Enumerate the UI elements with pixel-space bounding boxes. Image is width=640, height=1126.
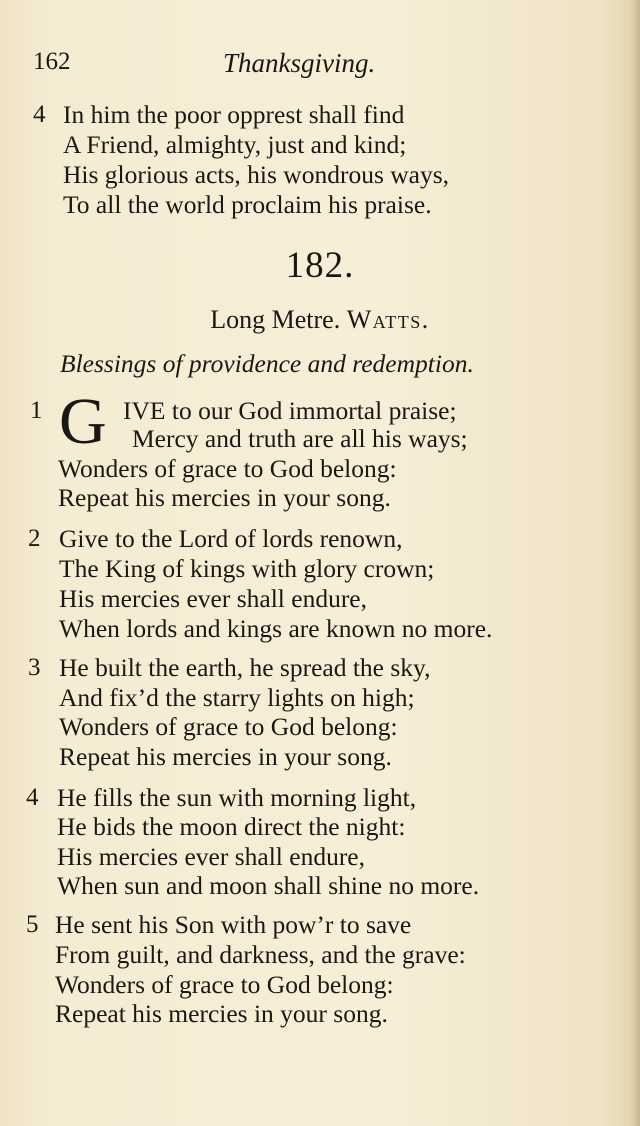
stanza-number: 4 bbox=[26, 784, 39, 811]
verse-line: Mercy and truth are all his ways; bbox=[132, 424, 468, 453]
verse-line: To all the world proclaim his praise. bbox=[63, 190, 432, 219]
verse-line: He fills the sun with morning light, bbox=[57, 783, 417, 812]
hymn-meter: Long Metre. bbox=[210, 305, 341, 334]
verse-line: Give to the Lord of lords renown, bbox=[59, 524, 403, 553]
verse-line: When sun and moon shall shine no more. bbox=[57, 871, 480, 900]
verse-line: His mercies ever shall endure, bbox=[59, 584, 368, 613]
verse-line: Repeat his mercies in your song. bbox=[55, 999, 388, 1028]
verse-line: His mercies ever shall endure, bbox=[57, 842, 366, 871]
verse-line: He sent his Son with pow’r to save bbox=[55, 910, 412, 939]
verse-line: Wonders of grace to God belong: bbox=[59, 712, 398, 741]
page-edge-shadow bbox=[630, 0, 640, 1126]
stanza-number: 2 bbox=[28, 525, 41, 552]
verse-line: Wonders of grace to God belong: bbox=[55, 970, 394, 999]
verse-line: He built the earth, he spread the sky, bbox=[59, 653, 431, 682]
hymn-number: 182. bbox=[285, 245, 355, 286]
hymn-subject: Blessings of providence and redemption. bbox=[60, 349, 474, 378]
page-number: 162 bbox=[33, 48, 71, 75]
page-header bbox=[33, 48, 403, 80]
verse-line: And fix’d the starry lights on high; bbox=[59, 683, 415, 712]
hymn-meter-line bbox=[0, 305, 640, 335]
running-head: Thanksgiving. bbox=[223, 48, 376, 78]
verse-line: Repeat his mercies in your song. bbox=[58, 483, 391, 512]
drop-cap: G bbox=[59, 385, 107, 458]
hymn-author: Watts. bbox=[346, 305, 430, 334]
verse-line: A Friend, almighty, just and kind; bbox=[63, 130, 407, 159]
stanza-number: 5 bbox=[26, 911, 39, 938]
stanza-number: 1 bbox=[30, 397, 43, 424]
verse-line: IVE to our God immortal praise; bbox=[123, 396, 457, 425]
verse-line: From guilt, and darkness, and the grave: bbox=[55, 940, 466, 969]
verse-line: In him the poor opprest shall find bbox=[63, 100, 405, 129]
verse-line: His glorious acts, his wondrous ways, bbox=[63, 160, 450, 189]
prev-stanza-number: 4 bbox=[33, 101, 46, 128]
verse-line: Repeat his mercies in your song. bbox=[59, 742, 392, 771]
verse-line: The King of kings with glory crown; bbox=[59, 554, 435, 583]
verse-line: When lords and kings are known no more. bbox=[59, 614, 493, 643]
stanza-number: 3 bbox=[28, 654, 41, 681]
verse-line: He bids the moon direct the night: bbox=[57, 812, 406, 841]
verse-line: Wonders of grace to God belong: bbox=[58, 454, 397, 483]
